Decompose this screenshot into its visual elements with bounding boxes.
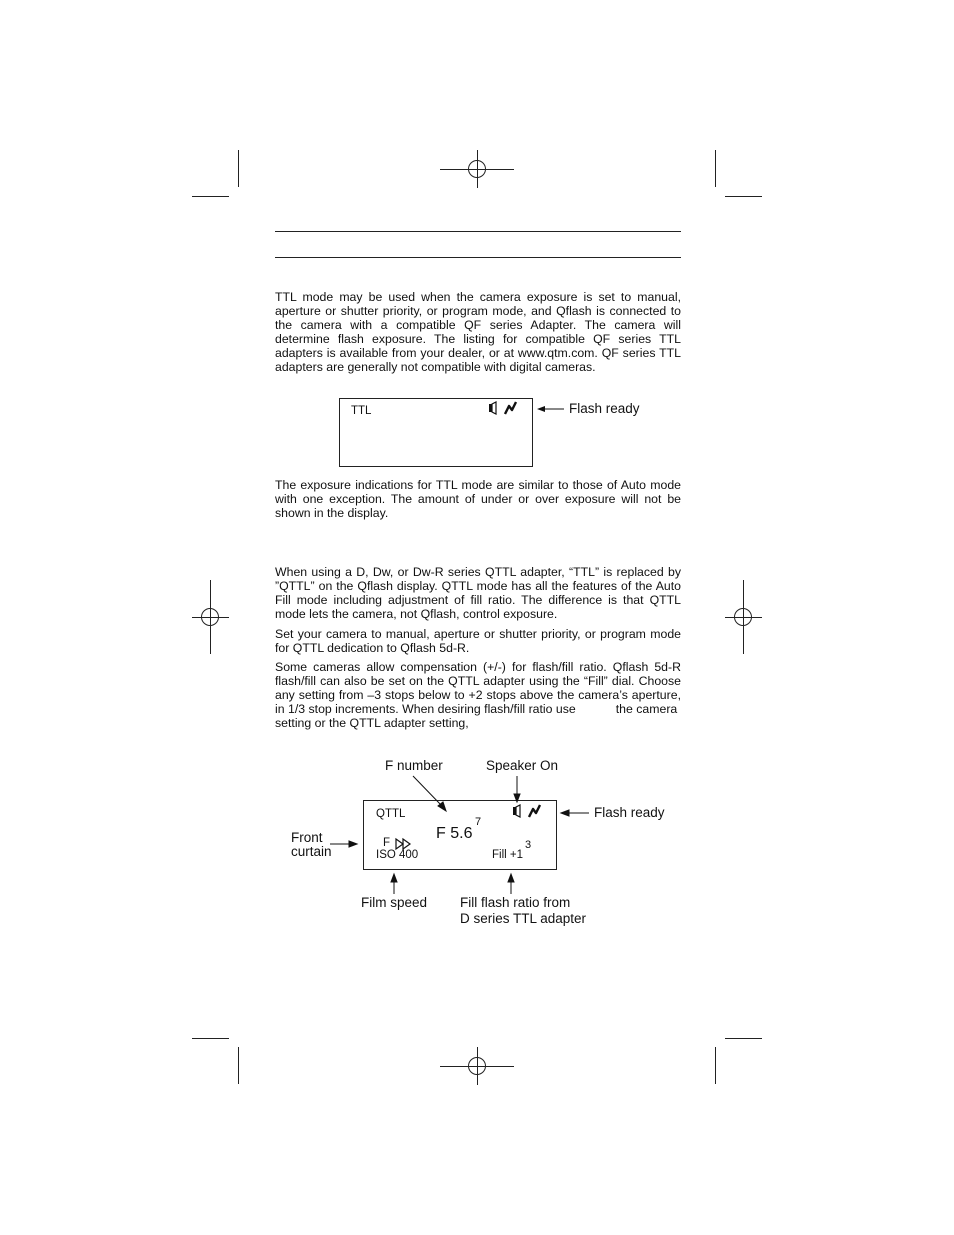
fill-ratio-label-line2: D series TTL adapter xyxy=(460,911,587,926)
speaker-icon xyxy=(513,805,520,817)
qttl-compensation-line-2: the camera xyxy=(615,702,678,716)
front-curtain-label-line1: Front xyxy=(291,830,323,845)
ttl-exposure-paragraph: The exposure indications for TTL mode are similar to those of Auto mode with one exception. The amount of under or over exposure will not be shown in the display. xyxy=(275,478,681,520)
front-curtain-icon xyxy=(396,839,410,849)
f-number-value: F 5.6 xyxy=(436,825,473,842)
arrow-icon xyxy=(330,776,589,894)
qttl-compensation-line-3: setting or the QTTL adapter setting, xyxy=(275,716,469,730)
qttl-compensation-line-1: Some cameras allow compensation (+/-) for flash/fill ratio. Qflash 5d-R flash/fill can also be set on the QTTL adapter using the “Fill” dial. Choose any setting from –3 stops below to +2 stops above the camera’s aperture, in 1/3 stop increments. When desiring flash/fill ratio use xyxy=(275,660,681,716)
speaker-on-label: Speaker On xyxy=(486,758,559,773)
flash-ready-icon xyxy=(529,805,540,817)
qttl-mode-text: QTTL xyxy=(376,808,406,820)
qttl-flash-ready-label: Flash ready xyxy=(594,805,665,820)
ttl-mode-text: TTL xyxy=(351,405,372,417)
fill-ratio-label-line1: Fill flash ratio from xyxy=(460,895,571,910)
fill-value: Fill +1 xyxy=(492,849,523,861)
front-curtain-symbol: F xyxy=(383,837,391,849)
film-speed-label: Film speed xyxy=(361,895,428,910)
qttl-camera-paragraph: Set your camera to manual, aperture or shutter priority, or program mode for QTTL dedication to Qflash 5d-R. xyxy=(275,627,681,655)
ttl-intro-paragraph: TTL mode may be used when the camera exposure is set to manual, aperture or shutter priority, or program mode, and Qflash is connected to the camera with a compatible QF series Adapter. The camera will determine flash exposure. The listing for compatible QF series TTL adapters is available from your dealer, or at www.qtm.com. QF series TTL adapters are generally not compatible with digital cameras. xyxy=(275,290,681,374)
f-number-label: F number xyxy=(385,758,443,773)
front-curtain-label-line2: curtain xyxy=(291,844,332,859)
flash-ready-label: Flash ready xyxy=(569,401,640,416)
fill-fraction: 3 xyxy=(525,839,532,851)
iso-value: ISO 400 xyxy=(376,849,419,861)
f-number-fraction: 7 xyxy=(475,816,482,828)
qttl-intro-paragraph: When using a D, Dw, or Dw-R series QTTL adapter, “TTL” is replaced by ”QTTL” on the Qflash display. QTTL mode has all the features of the Auto Fill mode including adjustment of fill ratio. The difference is that QTTL mode lets the camera, not Qflash, control exposure. xyxy=(275,565,681,621)
